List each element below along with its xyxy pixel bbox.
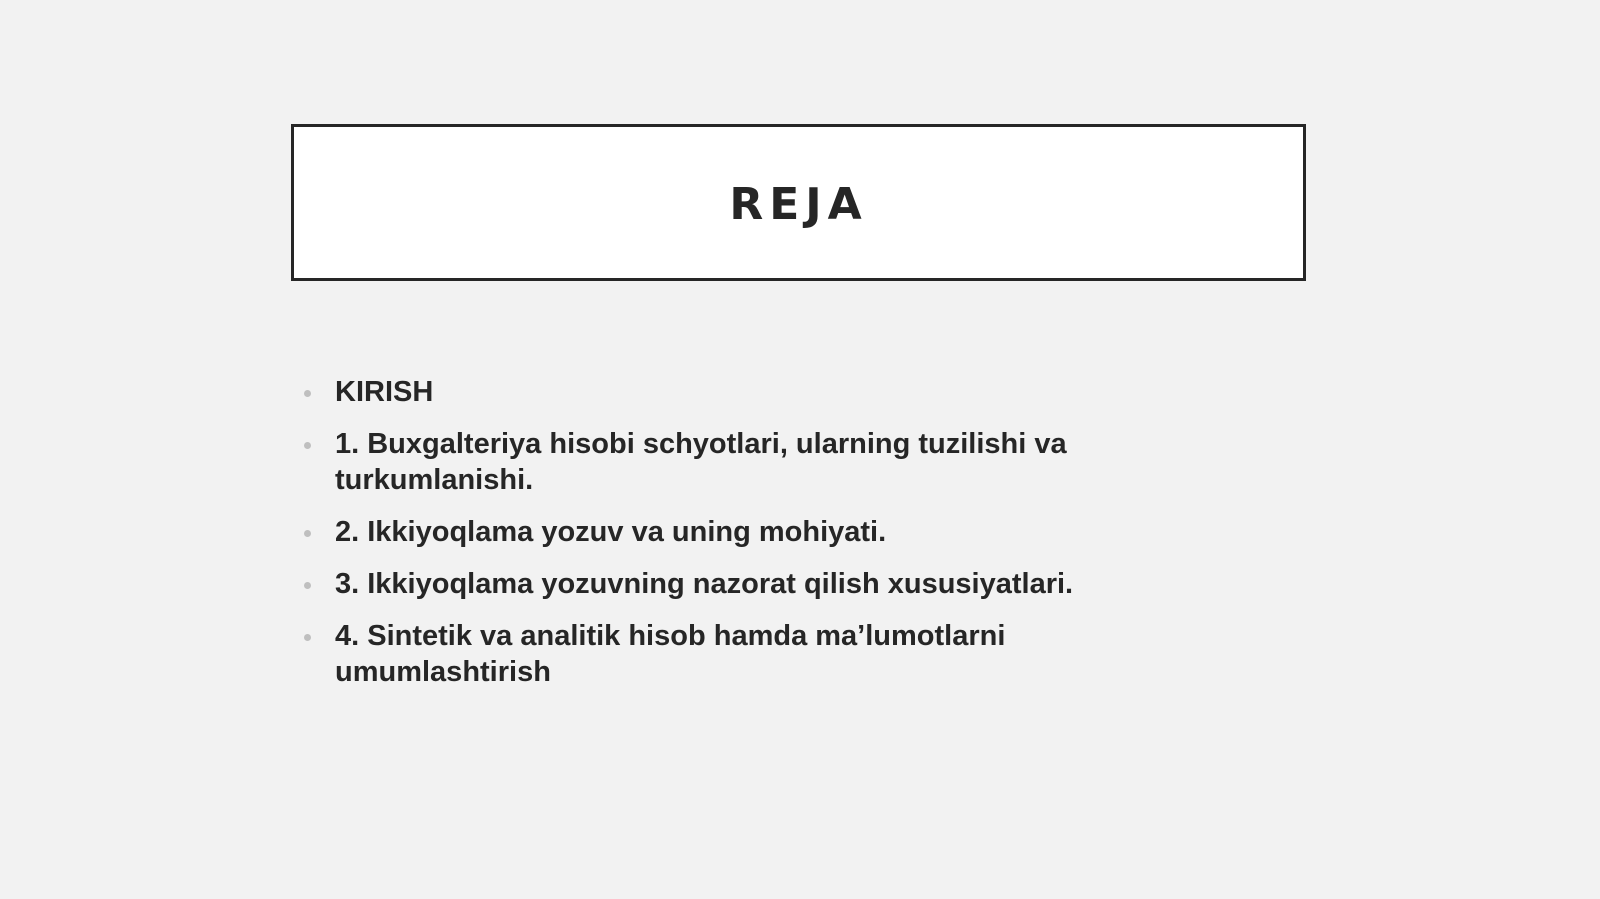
bullet-list [300,374,1200,706]
bullet-text: 2. Ikkiyoqlama yozuv va uning mohiyati. [335,516,887,548]
bullet-text: KIRISH [335,376,434,408]
bullet-dot-icon [304,582,311,589]
bullet-dot-icon [304,390,311,397]
bullet-dot-icon [304,442,311,449]
bullet-text: 4. Sintetik va analitik hisob hamda ma’lumotlarni umumlashtirish [335,620,1006,688]
slide-title: REJA [729,179,868,230]
bullet-item [300,374,1200,410]
title-box [291,124,1306,281]
bullet-text: 1. Buxgalteriya hisobi schyotlari, ularning tuzilishi va turkumlanishi. [335,428,1067,496]
bullet-text: 3. Ikkiyoqlama yozuvning nazorat qilish xususiyatlari. [335,568,1074,600]
bullet-dot-icon [304,530,311,537]
bullet-item [300,618,1200,690]
bullet-item [300,426,1200,498]
bullet-dot-icon [304,634,311,641]
bullet-item [300,566,1200,602]
bullet-item [300,514,1200,550]
